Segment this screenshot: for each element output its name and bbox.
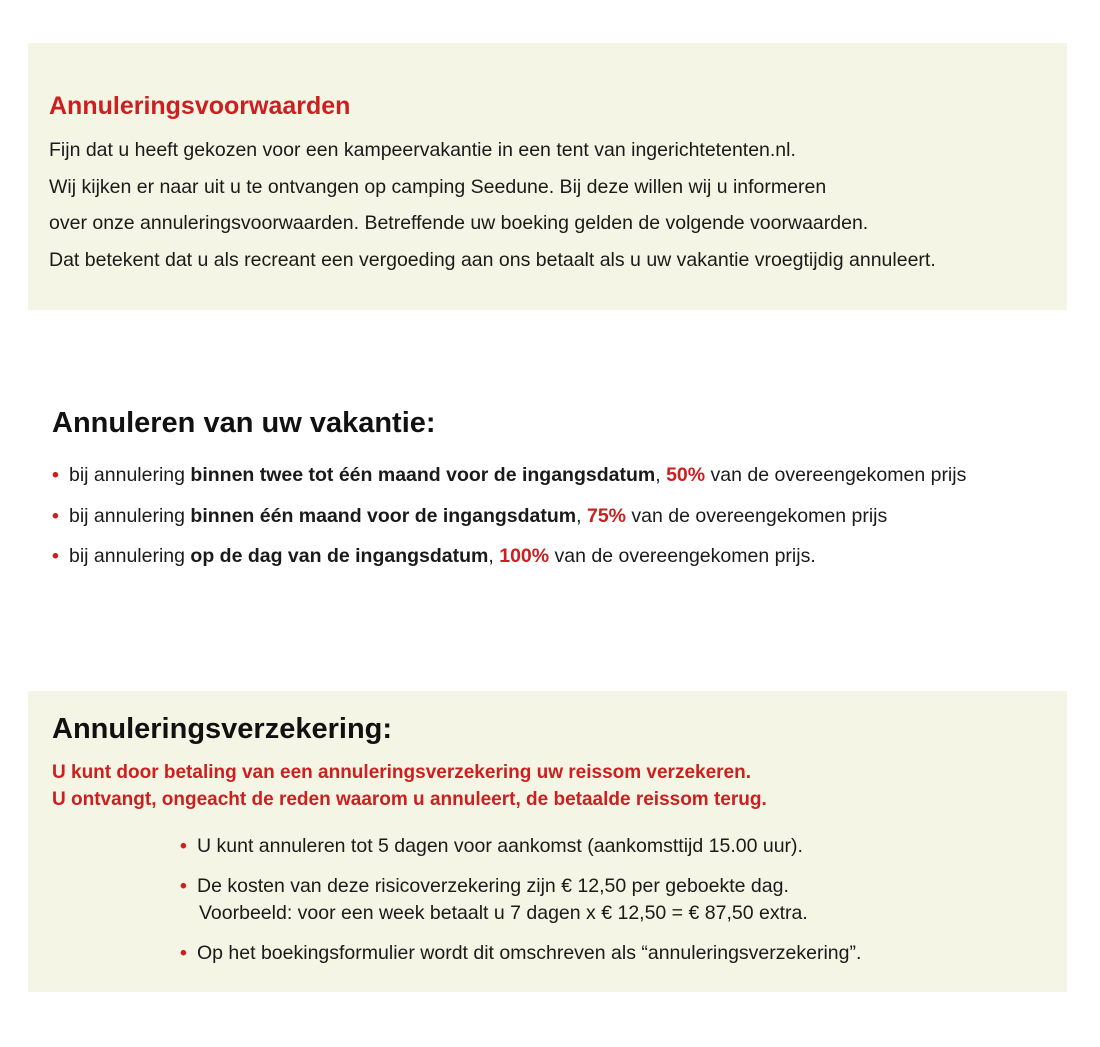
item-separator: , bbox=[576, 504, 587, 527]
item-period: binnen één maand voor de ingangsdatum bbox=[190, 504, 577, 527]
list-item bbox=[52, 461, 966, 489]
conditions-line: over onze annuleringsvoorwaarden. Betreffende uw boeking gelden de volgende voorwaarden. bbox=[49, 212, 869, 234]
item-prefix: bij annulering bbox=[69, 504, 191, 527]
conditions-text bbox=[49, 132, 936, 278]
list-item bbox=[180, 873, 861, 927]
insurance-title: Annuleringsverzekering: bbox=[52, 713, 393, 745]
item-prefix: bij annulering bbox=[69, 464, 191, 486]
vakantie-title: Annuleren van uw vakantie: bbox=[52, 407, 436, 439]
item-suffix: van de overeengekomen prijs bbox=[626, 504, 888, 527]
item-percentage: 100% bbox=[499, 545, 550, 567]
item-separator: , bbox=[655, 464, 667, 486]
item-period: binnen twee tot één maand voor de ingangsdatum bbox=[190, 464, 656, 486]
bullet-icon: • bbox=[52, 504, 59, 527]
list-item bbox=[52, 502, 966, 530]
list-item bbox=[52, 542, 966, 570]
item-percentage: 50% bbox=[666, 464, 706, 486]
item-suffix: van de overeengekomen prijs bbox=[705, 464, 967, 486]
insurance-panel bbox=[28, 691, 1067, 992]
item-suffix: van de overeengekomen prijs. bbox=[549, 545, 816, 567]
conditions-title: Annuleringsvoorwaarden bbox=[49, 92, 351, 120]
bullet-icon: • bbox=[180, 875, 187, 897]
conditions-line: Dat betekent dat u als recreant een vergoeding aan ons betaalt als u uw vakantie vroegtijdig annuleert. bbox=[49, 248, 936, 271]
insurance-highlight-line: U ontvangt, ongeacht de reden waarom u annuleert, de betaalde reissom terug. bbox=[52, 789, 767, 810]
item-text: U kunt annuleren tot 5 dagen voor aankomst (aankomsttijd 15.00 uur). bbox=[197, 835, 803, 857]
vakantie-list bbox=[52, 461, 966, 583]
item-text: Op het boekingsformulier wordt dit omschreven als “annuleringsverzekering”. bbox=[197, 942, 862, 964]
bullet-icon: • bbox=[52, 545, 59, 567]
item-text: De kosten van deze risicoverzekering zijn € 12,50 per geboekte dag. bbox=[197, 875, 789, 897]
insurance-list bbox=[180, 833, 861, 980]
item-period: op de dag van de ingangsdatum bbox=[190, 545, 489, 567]
conditions-line: Fijn dat u heeft gekozen voor een kampeervakantie in een tent van ingerichtetenten.nl. bbox=[49, 139, 796, 161]
item-prefix: bij annulering bbox=[69, 545, 191, 567]
insurance-highlight-line: U kunt door betaling van een annuleringsverzekering uw reissom verzekeren. bbox=[52, 762, 751, 783]
bullet-icon: • bbox=[180, 835, 187, 857]
conditions-line: Wij kijken er naar uit u te ontvangen op camping Seedune. Bij deze willen wij u informeren bbox=[49, 175, 827, 198]
list-item bbox=[180, 833, 861, 860]
item-example: Voorbeeld: voor een week betaalt u 7 dagen x € 12,50 = € 87,50 extra. bbox=[199, 902, 808, 924]
item-separator: , bbox=[488, 545, 500, 567]
insurance-highlight bbox=[52, 759, 767, 813]
conditions-panel bbox=[28, 43, 1067, 310]
bullet-icon: • bbox=[180, 942, 187, 964]
list-item bbox=[180, 940, 861, 967]
bullet-icon: • bbox=[52, 464, 59, 486]
item-percentage: 75% bbox=[586, 504, 627, 527]
